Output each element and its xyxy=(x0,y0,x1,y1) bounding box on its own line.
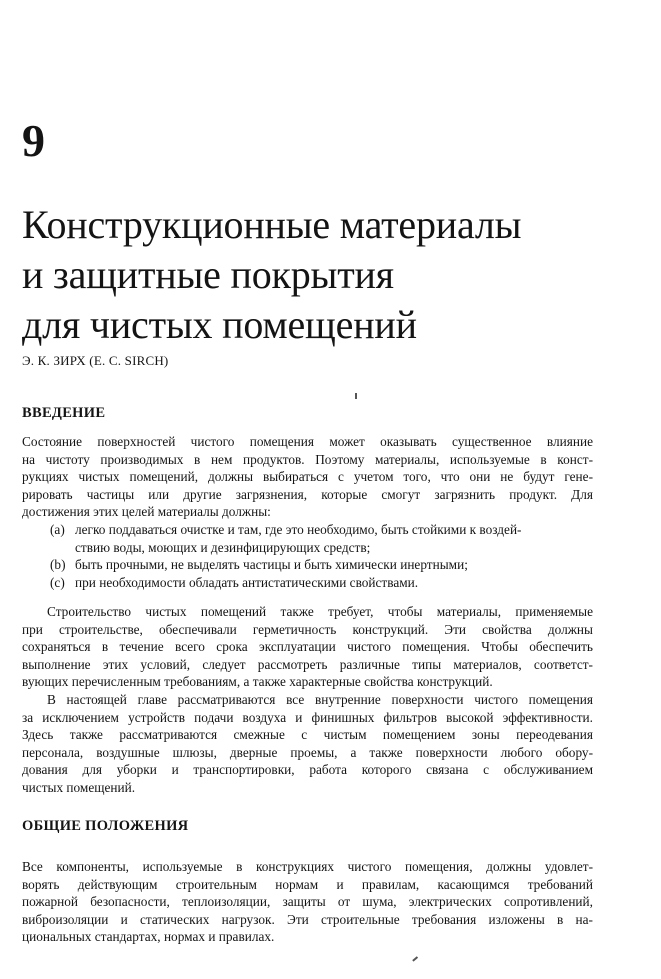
list-item xyxy=(22,521,593,539)
list-marker: (b) xyxy=(50,557,66,573)
text-line: В настоящей главе рассматриваются все внутренние поверхности чистого помещения xyxy=(47,691,593,707)
text-line: рировать частицы или другие загрязнения, которые смогут загрязнить продукт. Для xyxy=(22,486,593,502)
intro-paragraphs-continued xyxy=(22,603,593,797)
requirements-list xyxy=(22,521,593,591)
chapter-title-line: для чистых помещений xyxy=(22,302,417,347)
text-line: виброизоляции и статических нагрузок. Эти строительные требования изложены в на- xyxy=(22,911,593,927)
section-heading-intro: ВВЕДЕНИЕ xyxy=(22,405,106,421)
text-line: персонала, воздушные шлюзы, дверные проемы, а также поверхности любого обору- xyxy=(22,744,593,760)
text-line: сохраняться в течение всего срока эксплуатации чистого помещения. Чтобы обеспечить xyxy=(22,639,593,655)
text-line: выполнение этих условий, следует рассмотреть различные типы материалов, соответст- xyxy=(22,656,593,672)
text-line: Состояние поверхностей чистого помещения может оказывать существенное влияние xyxy=(22,434,593,449)
text-line: достижения этих целей материалы должны: xyxy=(22,504,271,520)
list-item xyxy=(22,556,593,574)
text-line: рукциях чистых помещений, должны выбираться с учетом того, что они не будут гене- xyxy=(22,469,593,485)
text-line: ворять действующим строительным нормам и правилам, касающимся требований xyxy=(22,876,593,892)
scan-speck xyxy=(355,393,357,399)
chapter-title-line: Конструкционные материалы xyxy=(22,202,522,247)
list-marker: (c) xyxy=(50,574,65,590)
text-line: дования для уборки и транспортировки, работа которого связана с обслуживанием xyxy=(22,762,593,778)
text-line: вующих перечисленным требованиям, а также характерные свойства конструкций. xyxy=(22,674,493,690)
text-line: Все компоненты, используемые в конструкциях чистого помещения, должны удовлет- xyxy=(22,859,593,874)
text-line: на чистоту производимых в нем продуктов. Поэтому материалы, используемые в конст- xyxy=(22,451,593,467)
list-item-text: быть прочными, не выделять частицы и быть химически инертными; xyxy=(75,557,468,573)
text-line: за исключением устройств подачи воздуха и финишных фильтров высокой эффективности. xyxy=(22,709,593,725)
text-line: Строительство чистых помещений также требует, чтобы материалы, применяемые xyxy=(47,604,593,619)
text-line: пожарной безопасности, теплоизоляции, защиты от шума, электрических сопротивлений, xyxy=(22,894,593,910)
text-line: при строительстве, обеспечивали герметичность конструкций. Эти свойства должны xyxy=(22,621,593,637)
list-item-continuation: ствию воды, моющих и дезинфицирующих средств; xyxy=(75,539,371,555)
text-line: Здесь также рассматриваются смежные с чистым помещением зоны переодевания xyxy=(22,727,593,743)
chapter-number: 9 xyxy=(22,115,45,166)
chapter-title xyxy=(22,200,642,350)
general-paragraph xyxy=(22,858,593,946)
chapter-author: Э. К. ЗИРХ (E. C. SIRCH) xyxy=(22,353,169,368)
text-line: циональных стандартах, нормах и правилах. xyxy=(22,929,275,945)
section-heading-general: ОБЩИЕ ПОЛОЖЕНИЯ xyxy=(22,818,189,834)
list-item-text: при необходимости обладать антистатическими свойствами. xyxy=(75,574,419,590)
intro-paragraph xyxy=(22,433,593,591)
scan-speck xyxy=(412,956,418,961)
text-line: чистых помещений. xyxy=(22,779,136,795)
list-marker: (a) xyxy=(50,521,65,537)
list-item xyxy=(22,574,593,592)
chapter-title-line: и защитные покрытия xyxy=(22,252,394,297)
list-item-text: легко поддаваться очистке и там, где это необходимо, быть стойкими к воздей- xyxy=(75,521,522,537)
